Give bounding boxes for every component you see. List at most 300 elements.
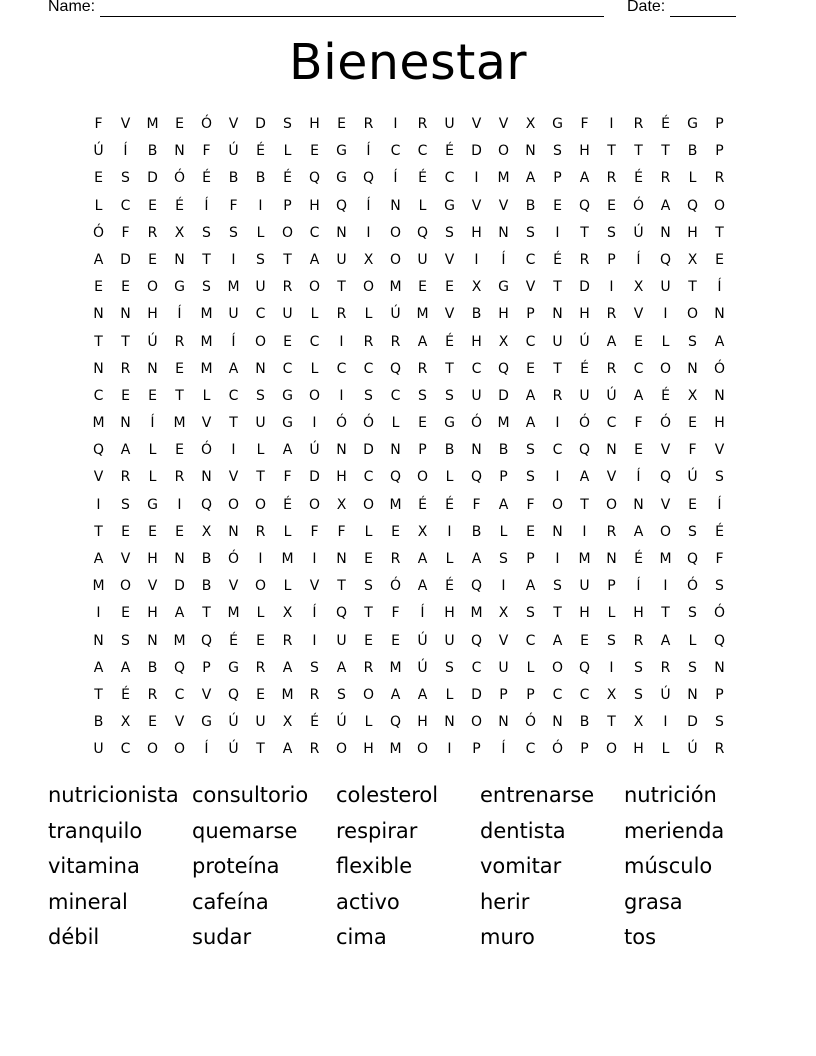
- grid-letter[interactable]: Ó: [551, 741, 564, 758]
- grid-letter[interactable]: M: [173, 632, 186, 649]
- grid-letter[interactable]: É: [445, 496, 454, 513]
- grid-letter[interactable]: Í: [204, 197, 209, 214]
- grid-letter[interactable]: Í: [204, 741, 209, 758]
- grid-letter[interactable]: L: [445, 551, 454, 567]
- grid-letter[interactable]: S: [526, 469, 535, 486]
- grid-letter[interactable]: Ó: [713, 360, 726, 377]
- grid-letter[interactable]: Í: [366, 197, 371, 214]
- grid-letter[interactable]: R: [579, 251, 590, 268]
- grid-letter[interactable]: T: [445, 360, 454, 377]
- grid-letter[interactable]: S: [715, 578, 724, 595]
- grid-letter[interactable]: X: [471, 279, 482, 296]
- grid-letter[interactable]: M: [92, 578, 105, 595]
- grid-letter[interactable]: N: [471, 442, 482, 459]
- grid-letter[interactable]: O: [254, 333, 267, 350]
- grid-letter[interactable]: M: [497, 170, 510, 187]
- grid-letter[interactable]: U: [498, 659, 509, 676]
- grid-letter[interactable]: P: [499, 686, 508, 703]
- grid-letter[interactable]: C: [525, 251, 536, 268]
- grid-letter[interactable]: U: [93, 741, 104, 758]
- grid-letter[interactable]: E: [688, 496, 697, 513]
- grid-letter[interactable]: Í: [636, 251, 641, 268]
- grid-letter[interactable]: Ú: [93, 143, 104, 160]
- grid-letter[interactable]: H: [363, 741, 374, 758]
- grid-letter[interactable]: X: [606, 686, 617, 703]
- grid-letter[interactable]: B: [201, 578, 212, 595]
- grid-letter[interactable]: L: [364, 306, 373, 323]
- grid-letter[interactable]: G: [282, 415, 293, 432]
- grid-letter[interactable]: I: [258, 551, 263, 567]
- grid-letter[interactable]: M: [173, 415, 186, 432]
- grid-letter[interactable]: R: [660, 659, 671, 676]
- grid-letter[interactable]: T: [283, 251, 292, 268]
- grid-letter[interactable]: E: [391, 632, 400, 649]
- grid-letter[interactable]: V: [147, 578, 158, 595]
- grid-letter[interactable]: D: [363, 442, 374, 459]
- grid-letter[interactable]: A: [714, 333, 725, 350]
- grid-letter[interactable]: L: [607, 605, 616, 622]
- grid-letter[interactable]: E: [310, 143, 319, 160]
- grid-letter[interactable]: A: [336, 659, 347, 676]
- grid-letter[interactable]: E: [175, 442, 184, 459]
- grid-letter[interactable]: S: [256, 251, 265, 268]
- grid-letter[interactable]: D: [471, 143, 482, 160]
- grid-letter[interactable]: G: [174, 279, 185, 296]
- grid-letter[interactable]: E: [526, 523, 535, 540]
- grid-letter[interactable]: U: [282, 306, 293, 323]
- grid-letter[interactable]: A: [552, 632, 563, 649]
- grid-letter[interactable]: I: [231, 442, 236, 459]
- grid-letter[interactable]: I: [663, 578, 668, 595]
- grid-letter[interactable]: N: [390, 197, 401, 214]
- grid-letter[interactable]: X: [633, 714, 644, 731]
- grid-letter[interactable]: H: [417, 714, 428, 731]
- grid-letter[interactable]: N: [336, 224, 347, 241]
- grid-letter[interactable]: Q: [686, 551, 699, 567]
- grid-letter[interactable]: P: [202, 659, 211, 676]
- grid-letter[interactable]: I: [177, 496, 182, 513]
- grid-letter[interactable]: S: [715, 469, 724, 486]
- grid-letter[interactable]: N: [714, 306, 725, 323]
- grid-letter[interactable]: O: [686, 306, 699, 323]
- grid-letter[interactable]: I: [231, 251, 236, 268]
- grid-letter[interactable]: E: [148, 197, 157, 214]
- grid-letter[interactable]: F: [337, 523, 346, 540]
- grid-letter[interactable]: N: [444, 714, 455, 731]
- grid-letter[interactable]: I: [447, 741, 452, 758]
- grid-letter[interactable]: Ó: [200, 116, 213, 132]
- grid-letter[interactable]: L: [499, 523, 508, 540]
- grid-letter[interactable]: C: [120, 741, 131, 758]
- grid-letter[interactable]: A: [282, 442, 293, 459]
- grid-letter[interactable]: V: [660, 442, 671, 459]
- grid-letter[interactable]: P: [715, 686, 724, 703]
- grid-letter[interactable]: Q: [389, 714, 402, 731]
- grid-letter[interactable]: N: [120, 415, 131, 432]
- grid-letter[interactable]: É: [256, 143, 265, 160]
- grid-letter[interactable]: D: [471, 686, 482, 703]
- grid-letter[interactable]: Í: [177, 306, 182, 323]
- grid-letter[interactable]: Ú: [228, 741, 239, 758]
- grid-letter[interactable]: G: [336, 143, 347, 160]
- grid-letter[interactable]: V: [606, 469, 617, 486]
- grid-letter[interactable]: M: [497, 415, 510, 432]
- grid-letter[interactable]: E: [688, 415, 697, 432]
- grid-letter[interactable]: Ú: [390, 306, 401, 323]
- grid-letter[interactable]: R: [417, 116, 428, 132]
- grid-letter[interactable]: G: [498, 279, 509, 296]
- grid-letter[interactable]: T: [661, 143, 670, 160]
- grid-letter[interactable]: H: [714, 415, 725, 432]
- grid-letter[interactable]: H: [309, 197, 320, 214]
- grid-letter[interactable]: I: [393, 116, 398, 132]
- grid-letter[interactable]: S: [202, 224, 211, 241]
- grid-letter[interactable]: A: [633, 523, 644, 540]
- grid-letter[interactable]: I: [609, 659, 614, 676]
- grid-letter[interactable]: Ó: [470, 415, 483, 432]
- grid-letter[interactable]: Q: [308, 170, 321, 187]
- grid-letter[interactable]: A: [282, 741, 293, 758]
- grid-letter[interactable]: F: [526, 496, 535, 513]
- grid-letter[interactable]: P: [472, 741, 481, 758]
- grid-letter[interactable]: Ú: [579, 333, 590, 350]
- grid-letter[interactable]: U: [228, 306, 239, 323]
- grid-letter[interactable]: N: [93, 306, 104, 323]
- grid-letter[interactable]: U: [471, 387, 482, 404]
- grid-letter[interactable]: É: [445, 333, 454, 350]
- grid-letter[interactable]: R: [633, 632, 644, 649]
- grid-letter[interactable]: S: [445, 659, 454, 676]
- grid-letter[interactable]: S: [445, 224, 454, 241]
- grid-letter[interactable]: U: [255, 279, 266, 296]
- grid-letter[interactable]: Í: [636, 469, 641, 486]
- grid-letter[interactable]: P: [526, 551, 535, 567]
- grid-letter[interactable]: S: [688, 605, 697, 622]
- grid-letter[interactable]: L: [445, 469, 454, 486]
- grid-letter[interactable]: N: [201, 469, 212, 486]
- grid-letter[interactable]: Q: [713, 632, 726, 649]
- grid-letter[interactable]: N: [714, 387, 725, 404]
- grid-letter[interactable]: R: [606, 360, 617, 377]
- grid-letter[interactable]: R: [714, 170, 725, 187]
- grid-letter[interactable]: H: [147, 551, 158, 567]
- grid-letter[interactable]: Ó: [632, 197, 645, 214]
- grid-letter[interactable]: S: [553, 143, 562, 160]
- grid-letter[interactable]: B: [147, 659, 158, 676]
- grid-letter[interactable]: A: [417, 551, 428, 567]
- grid-letter[interactable]: F: [94, 116, 103, 132]
- grid-letter[interactable]: X: [282, 714, 293, 731]
- grid-letter[interactable]: V: [471, 197, 482, 214]
- grid-letter[interactable]: N: [93, 360, 104, 377]
- grid-letter[interactable]: S: [499, 551, 508, 567]
- grid-letter[interactable]: R: [147, 224, 158, 241]
- grid-letter[interactable]: Ú: [660, 686, 671, 703]
- grid-letter[interactable]: V: [498, 197, 509, 214]
- grid-letter[interactable]: V: [309, 578, 320, 595]
- grid-letter[interactable]: L: [310, 306, 319, 323]
- grid-letter[interactable]: L: [94, 197, 103, 214]
- grid-letter[interactable]: L: [688, 632, 697, 649]
- grid-letter[interactable]: P: [283, 197, 292, 214]
- grid-letter[interactable]: Q: [173, 659, 186, 676]
- grid-letter[interactable]: M: [389, 496, 402, 513]
- grid-letter[interactable]: H: [579, 605, 590, 622]
- grid-letter[interactable]: A: [660, 632, 671, 649]
- grid-letter[interactable]: V: [633, 306, 644, 323]
- grid-letter[interactable]: F: [283, 469, 292, 486]
- grid-letter[interactable]: L: [364, 714, 373, 731]
- grid-letter[interactable]: Q: [200, 496, 213, 513]
- grid-letter[interactable]: C: [390, 143, 401, 160]
- grid-letter[interactable]: C: [525, 632, 536, 649]
- grid-letter[interactable]: T: [94, 333, 103, 350]
- grid-letter[interactable]: Ú: [417, 632, 428, 649]
- grid-letter[interactable]: E: [391, 523, 400, 540]
- grid-letter[interactable]: D: [120, 251, 131, 268]
- grid-letter[interactable]: C: [363, 469, 374, 486]
- grid-letter[interactable]: N: [498, 714, 509, 731]
- grid-letter[interactable]: S: [418, 387, 427, 404]
- grid-letter[interactable]: R: [714, 741, 725, 758]
- grid-letter[interactable]: R: [633, 116, 644, 132]
- grid-letter[interactable]: C: [471, 360, 482, 377]
- grid-letter[interactable]: É: [283, 496, 292, 513]
- grid-letter[interactable]: Í: [150, 415, 155, 432]
- grid-letter[interactable]: N: [633, 496, 644, 513]
- grid-letter[interactable]: U: [444, 632, 455, 649]
- grid-letter[interactable]: U: [552, 333, 563, 350]
- name-blank-line[interactable]: [100, 0, 604, 17]
- grid-letter[interactable]: T: [553, 279, 562, 296]
- grid-letter[interactable]: H: [633, 741, 644, 758]
- grid-letter[interactable]: B: [201, 551, 212, 567]
- grid-letter[interactable]: M: [389, 659, 402, 676]
- grid-letter[interactable]: T: [553, 360, 562, 377]
- grid-letter[interactable]: U: [444, 116, 455, 132]
- grid-letter[interactable]: T: [175, 387, 184, 404]
- grid-letter[interactable]: O: [335, 741, 348, 758]
- grid-letter[interactable]: Q: [578, 197, 591, 214]
- grid-letter[interactable]: Ú: [417, 659, 428, 676]
- grid-letter[interactable]: A: [120, 442, 131, 459]
- grid-letter[interactable]: L: [283, 143, 292, 160]
- grid-letter[interactable]: U: [255, 714, 266, 731]
- grid-letter[interactable]: É: [661, 116, 670, 132]
- grid-letter[interactable]: M: [227, 605, 240, 622]
- grid-letter[interactable]: E: [148, 523, 157, 540]
- grid-letter[interactable]: O: [362, 496, 375, 513]
- grid-letter[interactable]: H: [471, 224, 482, 241]
- grid-letter[interactable]: C: [120, 197, 131, 214]
- grid-letter[interactable]: P: [553, 170, 562, 187]
- grid-letter[interactable]: H: [309, 116, 320, 132]
- grid-letter[interactable]: E: [256, 632, 265, 649]
- grid-letter[interactable]: V: [201, 415, 212, 432]
- grid-letter[interactable]: H: [579, 143, 590, 160]
- grid-letter[interactable]: R: [390, 333, 401, 350]
- grid-letter[interactable]: S: [526, 224, 535, 241]
- grid-letter[interactable]: L: [256, 605, 265, 622]
- grid-letter[interactable]: Q: [389, 469, 402, 486]
- grid-letter[interactable]: Q: [659, 251, 672, 268]
- grid-letter[interactable]: E: [148, 714, 157, 731]
- grid-letter[interactable]: C: [336, 360, 347, 377]
- grid-letter[interactable]: S: [445, 387, 454, 404]
- grid-letter[interactable]: É: [175, 197, 184, 214]
- grid-letter[interactable]: N: [336, 442, 347, 459]
- grid-letter[interactable]: O: [416, 469, 429, 486]
- grid-letter[interactable]: C: [552, 442, 563, 459]
- grid-letter[interactable]: F: [688, 442, 697, 459]
- grid-letter[interactable]: N: [255, 360, 266, 377]
- grid-letter[interactable]: P: [607, 578, 616, 595]
- grid-letter[interactable]: Q: [659, 469, 672, 486]
- grid-letter[interactable]: D: [687, 714, 698, 731]
- grid-letter[interactable]: V: [174, 714, 185, 731]
- grid-letter[interactable]: V: [444, 306, 455, 323]
- grid-letter[interactable]: T: [661, 605, 670, 622]
- grid-letter[interactable]: F: [580, 116, 589, 132]
- grid-letter[interactable]: Ó: [200, 442, 213, 459]
- grid-letter[interactable]: E: [121, 523, 130, 540]
- grid-letter[interactable]: É: [445, 143, 454, 160]
- grid-letter[interactable]: C: [93, 387, 104, 404]
- grid-letter[interactable]: L: [148, 442, 157, 459]
- grid-letter[interactable]: C: [390, 387, 401, 404]
- grid-letter[interactable]: I: [312, 632, 317, 649]
- grid-letter[interactable]: U: [336, 251, 347, 268]
- grid-letter[interactable]: S: [283, 116, 292, 132]
- grid-letter[interactable]: O: [146, 279, 159, 296]
- grid-letter[interactable]: C: [579, 686, 590, 703]
- grid-letter[interactable]: L: [256, 442, 265, 459]
- grid-letter[interactable]: X: [201, 523, 212, 540]
- grid-letter[interactable]: L: [283, 523, 292, 540]
- grid-letter[interactable]: L: [526, 659, 535, 676]
- grid-letter[interactable]: N: [228, 523, 239, 540]
- grid-letter[interactable]: E: [553, 197, 562, 214]
- grid-letter[interactable]: M: [281, 686, 294, 703]
- grid-letter[interactable]: F: [391, 605, 400, 622]
- grid-letter[interactable]: S: [526, 442, 535, 459]
- grid-letter[interactable]: C: [525, 333, 536, 350]
- grid-letter[interactable]: E: [418, 279, 427, 296]
- grid-letter[interactable]: D: [498, 387, 509, 404]
- grid-letter[interactable]: M: [416, 306, 429, 323]
- grid-letter[interactable]: O: [308, 496, 321, 513]
- grid-letter[interactable]: Ó: [524, 714, 537, 731]
- grid-letter[interactable]: T: [256, 741, 265, 758]
- grid-letter[interactable]: A: [93, 551, 104, 567]
- grid-letter[interactable]: E: [175, 523, 184, 540]
- grid-letter[interactable]: Í: [312, 605, 317, 622]
- grid-letter[interactable]: C: [228, 387, 239, 404]
- grid-letter[interactable]: Ú: [687, 469, 698, 486]
- grid-letter[interactable]: R: [255, 659, 266, 676]
- grid-letter[interactable]: T: [688, 279, 697, 296]
- grid-letter[interactable]: X: [498, 333, 509, 350]
- grid-letter[interactable]: Ú: [687, 741, 698, 758]
- grid-letter[interactable]: Q: [200, 632, 213, 649]
- grid-letter[interactable]: T: [580, 224, 589, 241]
- grid-letter[interactable]: E: [445, 279, 454, 296]
- grid-letter[interactable]: A: [93, 251, 104, 268]
- grid-letter[interactable]: V: [228, 578, 239, 595]
- grid-letter[interactable]: D: [255, 116, 266, 132]
- grid-letter[interactable]: É: [634, 170, 643, 187]
- grid-letter[interactable]: Í: [420, 605, 425, 622]
- grid-letter[interactable]: Q: [92, 442, 105, 459]
- grid-letter[interactable]: O: [254, 578, 267, 595]
- grid-letter[interactable]: N: [606, 442, 617, 459]
- grid-letter[interactable]: X: [633, 279, 644, 296]
- grid-letter[interactable]: A: [282, 659, 293, 676]
- grid-letter[interactable]: Ú: [633, 224, 644, 241]
- grid-letter[interactable]: E: [634, 442, 643, 459]
- grid-letter[interactable]: F: [715, 551, 724, 567]
- grid-letter[interactable]: Ú: [336, 714, 347, 731]
- grid-letter[interactable]: G: [444, 197, 455, 214]
- grid-letter[interactable]: A: [606, 333, 617, 350]
- grid-letter[interactable]: U: [336, 632, 347, 649]
- grid-letter[interactable]: B: [471, 306, 482, 323]
- grid-letter[interactable]: B: [444, 442, 455, 459]
- grid-letter[interactable]: B: [498, 442, 509, 459]
- grid-letter[interactable]: X: [687, 251, 698, 268]
- grid-letter[interactable]: C: [471, 659, 482, 676]
- grid-letter[interactable]: N: [498, 224, 509, 241]
- grid-letter[interactable]: L: [283, 578, 292, 595]
- grid-letter[interactable]: O: [659, 523, 672, 540]
- grid-letter[interactable]: G: [444, 415, 455, 432]
- grid-letter[interactable]: X: [498, 605, 509, 622]
- grid-letter[interactable]: Ó: [713, 605, 726, 622]
- grid-letter[interactable]: E: [580, 632, 589, 649]
- grid-letter[interactable]: L: [391, 415, 400, 432]
- grid-letter[interactable]: S: [121, 632, 130, 649]
- grid-letter[interactable]: L: [661, 741, 670, 758]
- grid-letter[interactable]: G: [201, 714, 212, 731]
- grid-letter[interactable]: V: [120, 116, 131, 132]
- grid-letter[interactable]: N: [552, 523, 563, 540]
- grid-letter[interactable]: T: [337, 279, 346, 296]
- grid-letter[interactable]: Ú: [228, 714, 239, 731]
- grid-letter[interactable]: I: [555, 415, 560, 432]
- grid-letter[interactable]: M: [389, 279, 402, 296]
- grid-letter[interactable]: N: [390, 442, 401, 459]
- grid-letter[interactable]: A: [525, 387, 536, 404]
- grid-letter[interactable]: R: [363, 333, 374, 350]
- grid-letter[interactable]: É: [121, 686, 130, 703]
- grid-letter[interactable]: S: [688, 333, 697, 350]
- grid-letter[interactable]: B: [255, 170, 266, 187]
- grid-letter[interactable]: G: [687, 116, 698, 132]
- grid-letter[interactable]: O: [605, 741, 618, 758]
- grid-letter[interactable]: Ó: [659, 415, 672, 432]
- grid-letter[interactable]: B: [471, 523, 482, 540]
- grid-letter[interactable]: E: [283, 333, 292, 350]
- grid-letter[interactable]: O: [281, 224, 294, 241]
- grid-letter[interactable]: Ó: [362, 415, 375, 432]
- grid-letter[interactable]: H: [444, 605, 455, 622]
- grid-letter[interactable]: T: [580, 496, 589, 513]
- grid-letter[interactable]: É: [310, 714, 319, 731]
- grid-letter[interactable]: Ó: [578, 415, 591, 432]
- grid-letter[interactable]: N: [174, 251, 185, 268]
- grid-letter[interactable]: V: [444, 251, 455, 268]
- grid-letter[interactable]: L: [256, 224, 265, 241]
